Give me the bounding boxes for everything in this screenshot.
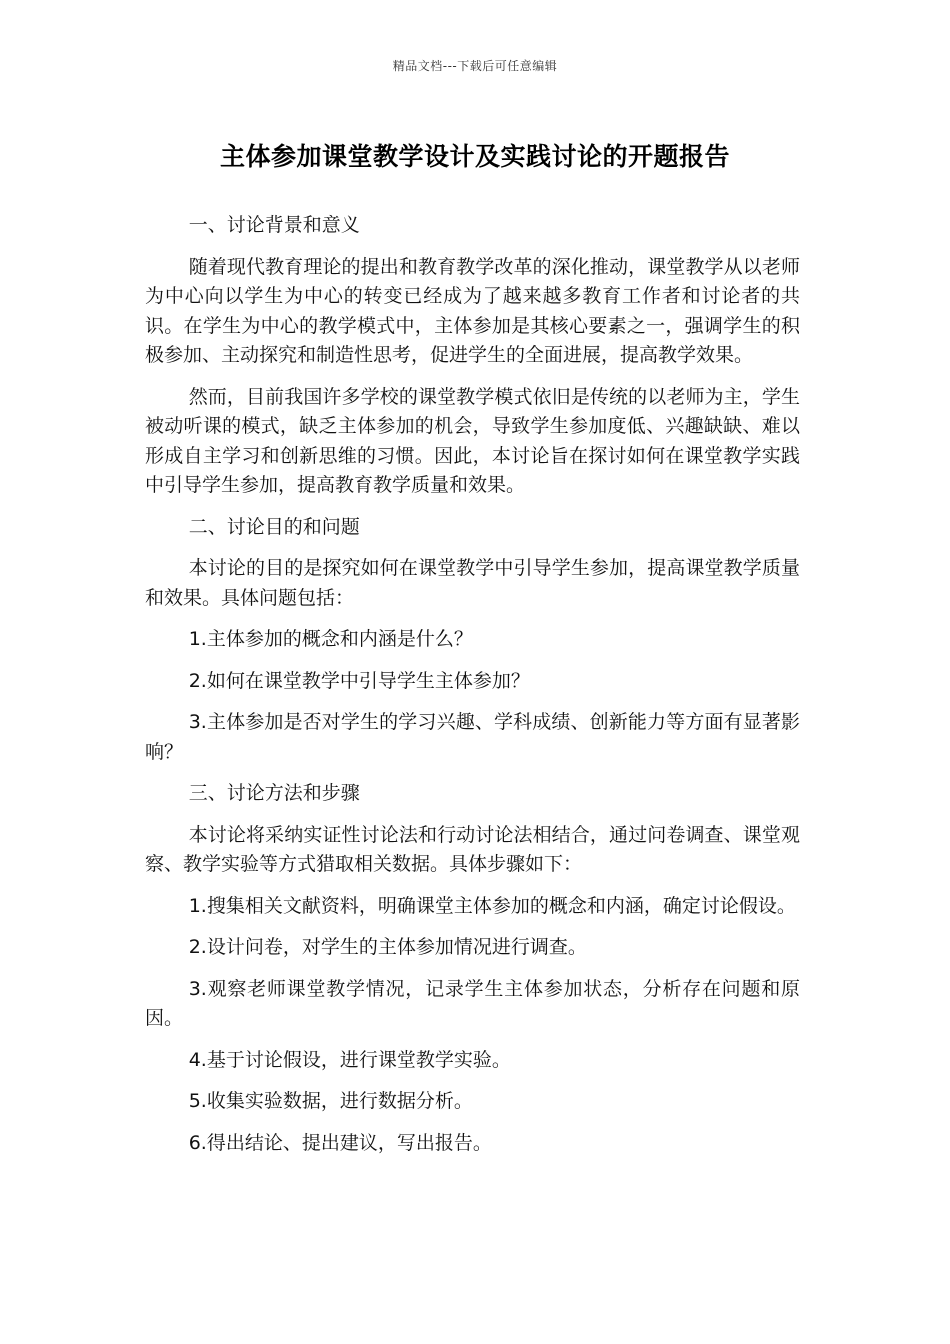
question-item-2: 2.如何在课堂教学中引导学生主体参加？	[188, 669, 530, 692]
step-item-6: 6.得出结论、提出建议，写出报告。	[188, 1131, 492, 1154]
section-heading-background: 一、讨论背景和意义	[188, 214, 360, 236]
question-item-1: 1.主体参加的概念和内涵是什么？	[188, 628, 473, 650]
step-item-3: 3.观察老师课堂教学情况，记录学生主体参加状态，分析存在问题和原因。	[145, 977, 800, 1029]
paragraph-purpose: 本讨论的目的是探究如何在课堂教学中引导学生参加，提高课堂教学质量和效果。具体问题包括：	[145, 557, 800, 609]
step-item-1: 1.搜集相关文献资料，明确课堂主体参加的概念和内涵，确定讨论假设。	[188, 894, 796, 917]
document-title: 主体参加课堂教学设计及实践讨论的开题报告	[219, 142, 730, 171]
step-item-5: 5.收集实验数据，进行数据分析。	[188, 1090, 473, 1112]
step-item-2: 2.设计问卷，对学生的主体参加情况进行调查。	[188, 936, 587, 958]
section-heading-method: 三、讨论方法和步骤	[188, 782, 360, 804]
paragraph-background-2: 然而，目前我国许多学校的课堂教学模式依旧是传统的以老师为主，学生被动听课的模式，缺乏主体参加的机会，导致学生参加度低、兴趣缺缺、难以形成自主学习和创新思维的习惯。因此，本讨论旨在探讨如何在课堂教学实践中引导学生参加，提高教育教学质量和效果。	[145, 385, 800, 496]
page-header: 精品文档---下载后可任意编辑	[392, 59, 558, 73]
question-item-3: 3.主体参加是否对学生的学习兴趣、学科成绩、创新能力等方面有显著影响？	[145, 711, 800, 763]
section-heading-purpose: 二、讨论目的和问题	[188, 515, 360, 538]
document-body	[145, 211, 800, 1170]
paragraph-method: 本讨论将采纳实证性讨论法和行动讨论法相结合，通过问卷调查、课堂观察、教学实验等方式猎取相关数据。具体步骤如下：	[145, 823, 800, 875]
paragraph-background-1: 随着现代教育理论的提出和教育教学改革的深化推动，课堂教学从以老师为中心向以学生为中心的转变已经成为了越来越多教育工作者和讨论者的共识。在学生为中心的教学模式中，主体参加是其核心要素之一，强调学生的积极参加、主动探究和制造性思考，促进学生的全面进展，提高教学效果。	[145, 255, 800, 366]
step-item-4: 4.基于讨论假设，进行课堂教学实验。	[188, 1048, 511, 1071]
